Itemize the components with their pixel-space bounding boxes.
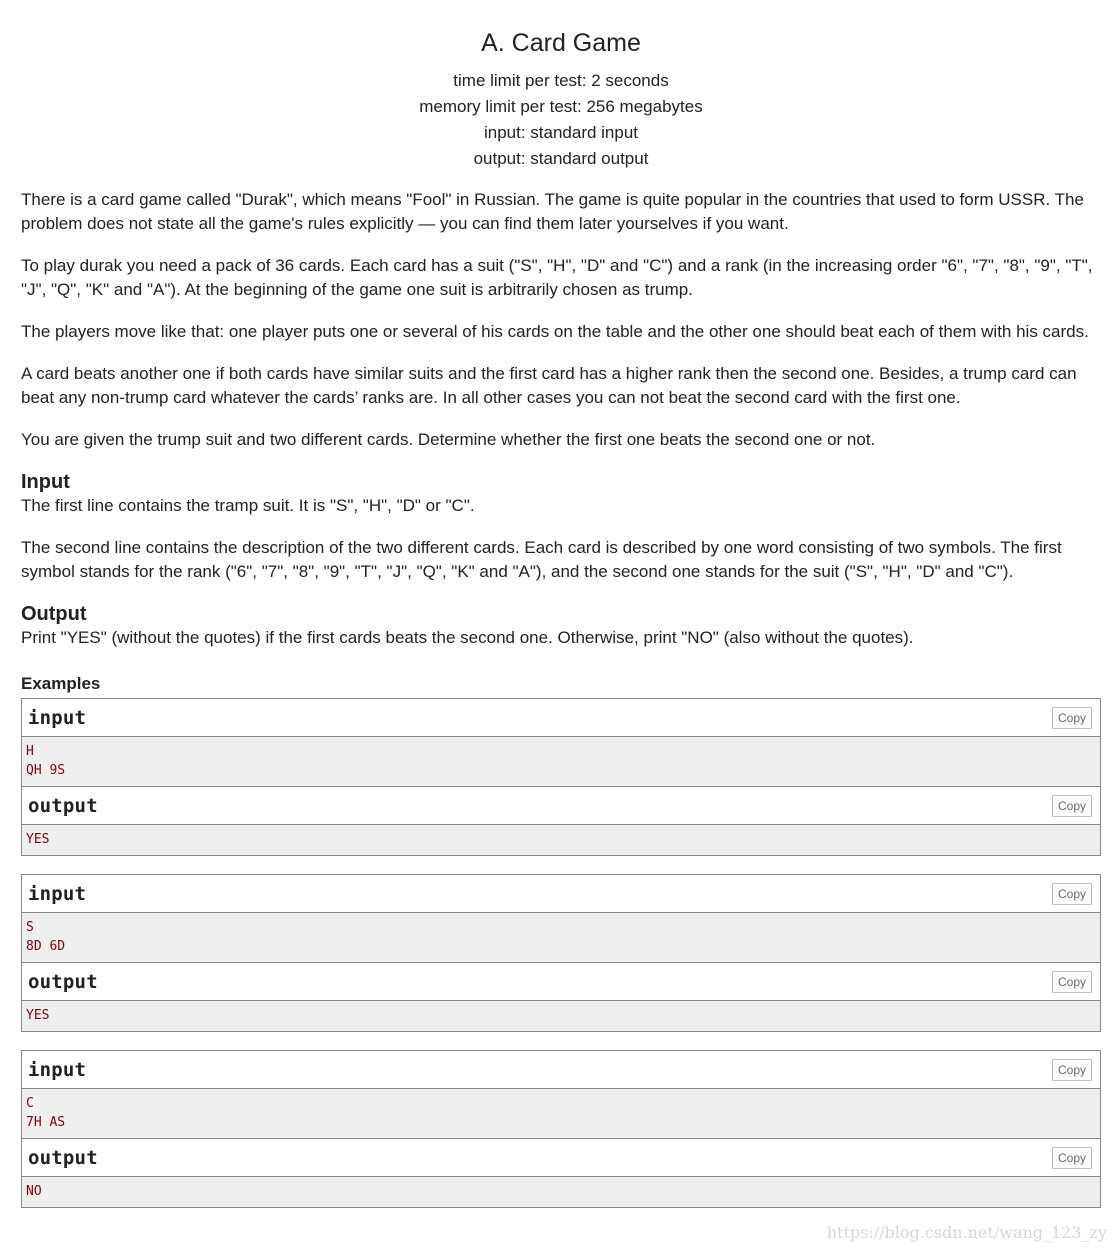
example-input-header (22, 699, 1100, 737)
example-output-header (22, 787, 1100, 825)
example-input-line: QH 9S (26, 763, 66, 778)
example-output-line: YES (26, 1008, 50, 1023)
example-block (21, 698, 1101, 856)
example-input-content (22, 913, 1100, 963)
example-output-line: NO (26, 1184, 42, 1199)
example-output-label: output (28, 1146, 98, 1169)
example-input-label: input (28, 1058, 87, 1081)
example-input-label: input (28, 706, 87, 729)
problem-header (21, 28, 1101, 172)
statement-paragraph: A card beats another one if both cards have similar suits and the first card has a higher rank then the second one. Besides, a trump card can beat any non-trump card whatever the cards’ ranks are. In all other cases you can not beat the second card with the first one. (21, 364, 1077, 407)
output-section-title: Output (21, 603, 87, 625)
example-output-content (22, 1177, 1100, 1207)
copy-input-button[interactable]: Copy (1052, 707, 1092, 729)
problem-title: A. Card Game (481, 29, 641, 57)
example-input-content (22, 1089, 1100, 1139)
example-output-line: YES (26, 832, 50, 847)
input-spec-paragraph: The first line contains the tramp suit. It is "S", "H", "D" or "C". (21, 496, 475, 515)
example-output-header (22, 1139, 1100, 1177)
output-spec-paragraph: Print "YES" (without the quotes) if the first cards beats the second one. Otherwise, print "NO" (also without the quotes). (21, 628, 914, 647)
example-input-line: H (26, 744, 34, 759)
example-input-line: S (26, 920, 34, 935)
statement-paragraph: You are given the trump suit and two different cards. Determine whether the first one beats the second one or not. (21, 430, 876, 449)
example-input-header (22, 1051, 1100, 1089)
example-input-header (22, 875, 1100, 913)
example-input-line: 7H AS (26, 1115, 66, 1130)
problem-page (21, 18, 1101, 1226)
copy-input-button[interactable]: Copy (1052, 883, 1092, 905)
input-source: input: standard input (483, 123, 639, 142)
example-input-line: 8D 6D (26, 939, 66, 954)
statement-paragraph: The players move like that: one player puts one or several of his cards on the table and the other one should beat each of them with his cards. (21, 322, 1089, 341)
copy-output-button[interactable]: Copy (1052, 795, 1092, 817)
example-output-label: output (28, 970, 98, 993)
blog-watermark: https://blog.csdn.net/wang_123_zy (826, 1223, 1107, 1242)
memory-limit: memory limit per test: 256 megabytes (419, 97, 703, 116)
examples-title: Examples (21, 674, 101, 693)
example-input-line: C (26, 1096, 34, 1111)
copy-input-button[interactable]: Copy (1052, 1059, 1092, 1081)
statement-paragraph: To play durak you need a pack of 36 cards. Each card has a suit ("S", "H", "D" and "C") and a rank (in the increasing order "6", "7", "8", "9", "T", "J", "Q", "K" and "A"). At the beginning of the game one suit is arbitrarily chosen as trump. (21, 256, 1093, 299)
output-destination: output: standard output (473, 149, 649, 168)
example-input-content (22, 737, 1100, 787)
example-output-header (22, 963, 1100, 1001)
example-output-content (22, 825, 1100, 855)
example-input-label: input (28, 882, 87, 905)
copy-output-button[interactable]: Copy (1052, 1147, 1092, 1169)
example-block (21, 874, 1101, 1032)
statement-paragraph: There is a card game called "Durak", which means "Fool" in Russian. The game is quite popular in the countries that used to form USSR. The problem does not state all the game's rules explicitly — you can find them later yourselves if you want. (21, 190, 1084, 233)
example-output-label: output (28, 794, 98, 817)
input-section-title: Input (21, 471, 70, 493)
copy-output-button[interactable]: Copy (1052, 971, 1092, 993)
input-spec-paragraph: The second line contains the description of the two different cards. Each card is described by one word consisting of two symbols. The first symbol stands for the rank ("6", "7", "8", "9", "T", "J", "Q", "K" and "A"), and the second one stands for the suit ("S", "H", "D" and "C"). (21, 538, 1062, 581)
example-output-content (22, 1001, 1100, 1031)
time-limit: time limit per test: 2 seconds (453, 71, 669, 90)
example-block (21, 1050, 1101, 1208)
